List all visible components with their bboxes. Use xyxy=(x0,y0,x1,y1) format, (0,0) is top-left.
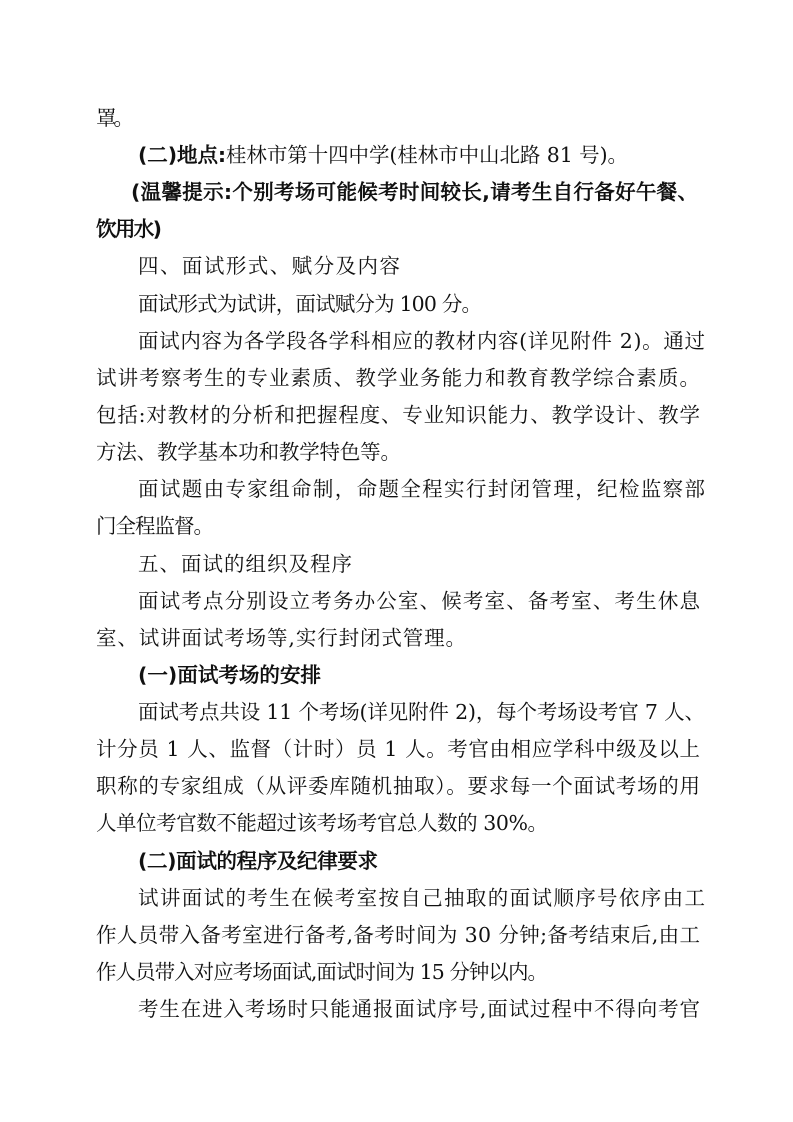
body-text: 试讲考察考生的专业素质、教学业务能力和教育教学综合素质。 xyxy=(96,366,702,390)
line-content xyxy=(138,991,701,1028)
body-text: 方法、教学基本功和教学特色等。 xyxy=(96,440,401,464)
line-content xyxy=(138,323,706,360)
bold-heading-text: (二)地点: xyxy=(138,143,226,167)
text-line xyxy=(0,211,793,248)
line-content xyxy=(96,954,547,991)
line-content xyxy=(138,286,481,323)
text-line xyxy=(0,508,793,545)
line-content xyxy=(131,174,698,211)
line-content xyxy=(138,880,706,917)
line-content xyxy=(138,583,701,620)
line-content xyxy=(138,546,353,583)
line-content xyxy=(96,917,700,954)
text-line xyxy=(0,805,793,842)
text-line xyxy=(0,917,793,954)
line-content xyxy=(96,211,160,248)
line-content xyxy=(138,471,706,508)
body-text: 罩。 xyxy=(96,106,131,130)
text-line xyxy=(0,843,793,880)
text-line xyxy=(0,100,793,137)
text-line xyxy=(0,434,793,471)
body-text: 面试内容为各学段各学科相应的教材内容(详见附件 2)。通过 xyxy=(138,329,706,353)
body-text: 职称的专家组成（从评委库随机抽取）。要求每一个面试考场的用 xyxy=(96,774,701,798)
body-text: 面试题由专家组命制，命题全程实行封闭管理，纪检监察部 xyxy=(138,477,707,501)
body-text: 考生在进入考场时只能通报面试序号,面试过程中不得向考官 xyxy=(138,997,701,1021)
text-line xyxy=(0,880,793,917)
text-line xyxy=(0,583,793,620)
line-content xyxy=(138,137,628,174)
line-content xyxy=(138,657,321,694)
text-line xyxy=(0,323,793,360)
text-line xyxy=(0,397,793,434)
text-line xyxy=(0,657,793,694)
line-content xyxy=(96,731,701,768)
text-line xyxy=(0,620,793,657)
text-line xyxy=(0,731,793,768)
line-content xyxy=(96,620,467,657)
line-content xyxy=(138,694,705,731)
text-line xyxy=(0,174,793,211)
body-text: 人单位考官数不能超过该考场考官总人数的 30%。 xyxy=(96,811,548,835)
text-line xyxy=(0,248,793,285)
line-content xyxy=(96,360,701,397)
line-content xyxy=(96,805,548,842)
body-text: 作人员带入对应考场面试,面试时间为 15 分钟以内。 xyxy=(96,960,548,984)
text-line xyxy=(0,954,793,991)
line-content xyxy=(96,434,401,471)
body-text: 试讲面试的考生在候考室按自己抽取的面试顺序号依序由工 xyxy=(138,886,707,910)
body-text: 作人员带入备考室进行备考,备考时间为 30 分钟;备考结束后,由工 xyxy=(96,923,701,947)
text-line xyxy=(0,137,793,174)
line-content xyxy=(96,397,701,434)
body-text: 面试形式为试讲，面试赋分为 100 分。 xyxy=(138,292,482,316)
body-text: 四、面试形式、赋分及内容 xyxy=(138,254,402,278)
text-line xyxy=(0,694,793,731)
line-content xyxy=(138,843,378,880)
bold-heading-text: (一)面试考场的安排 xyxy=(138,663,322,687)
body-text: 包括:对教材的分析和把握程度、专业知识能力、教学设计、教学 xyxy=(96,403,701,427)
text-line xyxy=(0,991,793,1028)
bold-heading-text: 饮用水) xyxy=(96,217,161,241)
bold-heading-text: (二)面试的程序及纪律要求 xyxy=(138,849,378,873)
body-text: 面试考点共设 11 个考场(详见附件 2)，每个考场设考官 7 人、 xyxy=(138,700,705,724)
text-line xyxy=(0,471,793,508)
text-line xyxy=(0,360,793,397)
body-text: 面试考点分别设立考务办公室、候考室、备考室、考生休息 xyxy=(138,589,702,613)
text-line xyxy=(0,546,793,583)
body-text: 室、试讲面试考场等,实行封闭式管理。 xyxy=(96,626,467,650)
line-content xyxy=(96,768,701,805)
bold-heading-text: (温馨提示:个别考场可能候考时间较长,请考生自行备好午餐、 xyxy=(131,180,699,204)
body-text: 桂林市第十四中学(桂林市中山北路 81 号)。 xyxy=(226,143,628,167)
line-content xyxy=(96,100,131,137)
text-line xyxy=(0,286,793,323)
line-content xyxy=(138,248,401,285)
line-content xyxy=(96,508,213,545)
body-text: 计分员 1 人、监督（计时）员 1 人。考官由相应学科中级及以上 xyxy=(96,737,701,761)
body-text: 五、面试的组织及程序 xyxy=(138,552,353,576)
body-text: 门全程监督。 xyxy=(96,514,213,538)
text-line xyxy=(0,768,793,805)
